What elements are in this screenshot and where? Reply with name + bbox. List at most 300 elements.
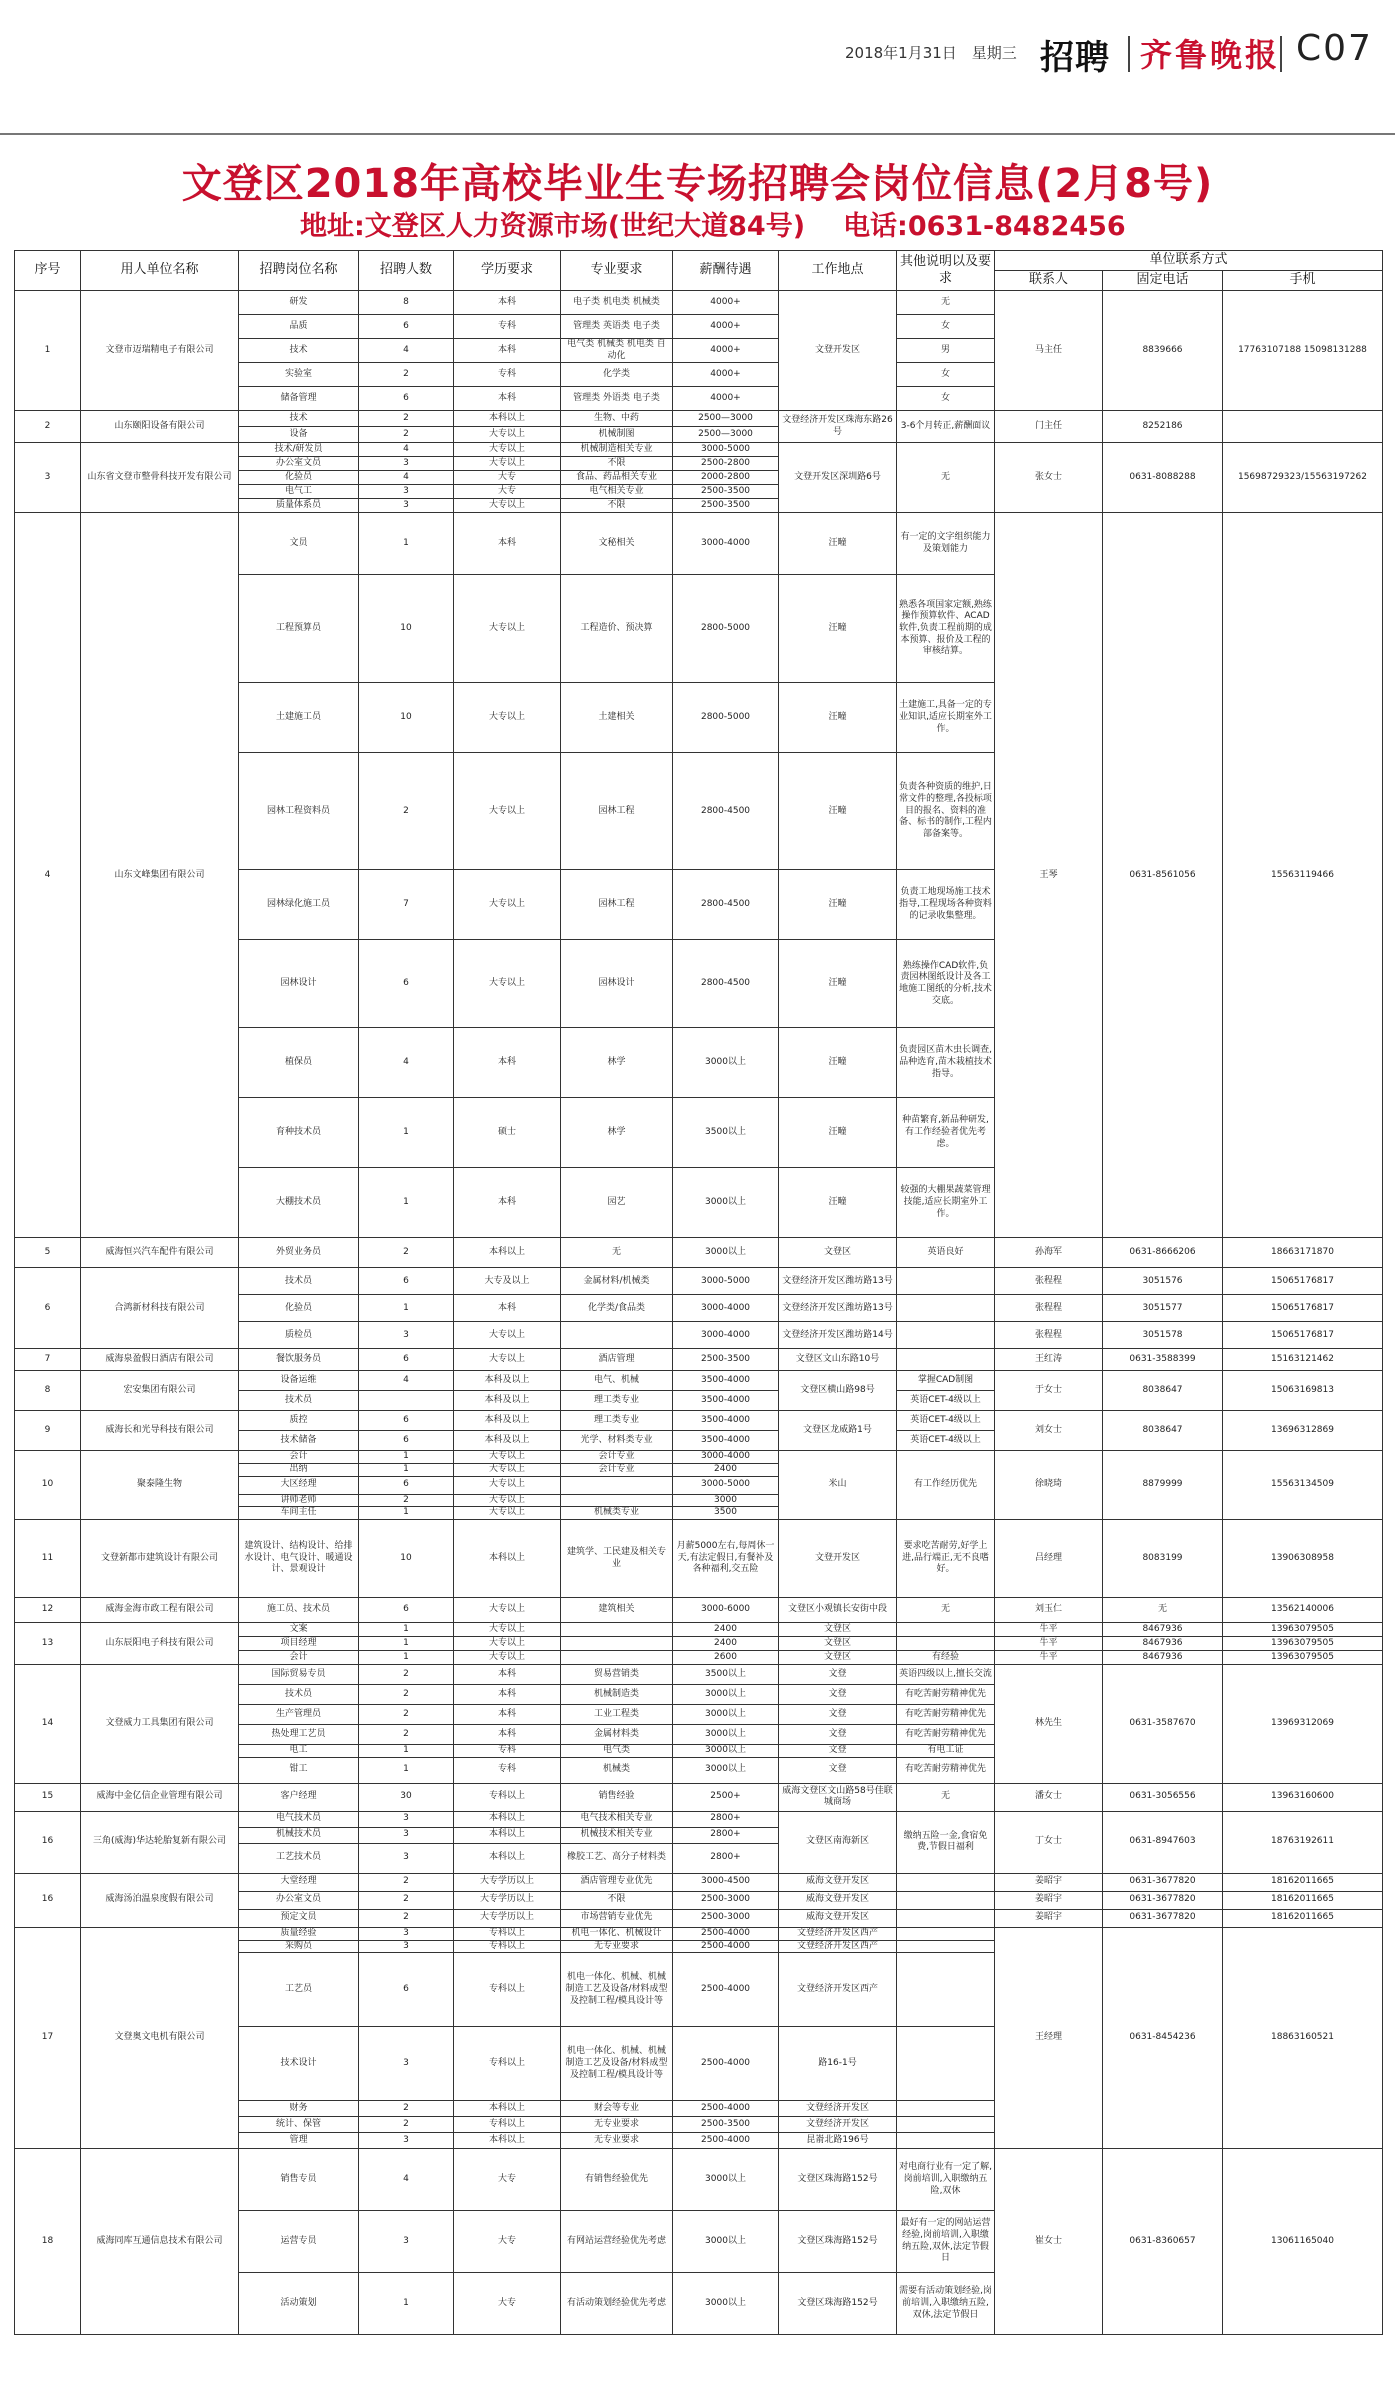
work-location: 文登 bbox=[779, 1685, 897, 1705]
major-requirement: 理工类专业 bbox=[561, 1411, 673, 1431]
landline: 8467936 bbox=[1103, 1623, 1223, 1637]
work-location: 文登 bbox=[779, 1757, 897, 1783]
position-name: 技术员 bbox=[239, 1391, 359, 1411]
headcount: 3 bbox=[359, 1927, 454, 1940]
salary: 2500-4000 bbox=[673, 1940, 779, 1953]
row-number: 18 bbox=[15, 2149, 81, 2335]
position-name: 活动策划 bbox=[239, 2273, 359, 2335]
major-requirement: 电气类 机械类 机电类 自动化 bbox=[561, 339, 673, 363]
major-requirement: 建筑学、工民建及相关专业 bbox=[561, 1520, 673, 1598]
work-location: 文登经济开发区西产 bbox=[779, 1940, 897, 1953]
landline: 0631-3677820 bbox=[1103, 1873, 1223, 1891]
salary: 4000+ bbox=[673, 315, 779, 339]
other-requirements: 有吃苦耐劳精神优先 bbox=[897, 1725, 995, 1745]
salary: 3000以上 bbox=[673, 1028, 779, 1098]
major-requirement: 林学 bbox=[561, 1028, 673, 1098]
major-requirement: 财会等专业 bbox=[561, 2101, 673, 2117]
position-name: 化验员 bbox=[239, 471, 359, 485]
education: 大专及以上 bbox=[454, 1268, 561, 1295]
headcount: 6 bbox=[359, 1349, 454, 1371]
salary: 2800+ bbox=[673, 1811, 779, 1827]
work-location: 汪疃 bbox=[779, 940, 897, 1028]
table-row bbox=[15, 1927, 1383, 1940]
contact-person: 林先生 bbox=[995, 1665, 1103, 1784]
contact-person: 于女士 bbox=[995, 1371, 1103, 1411]
headcount: 3 bbox=[359, 1322, 454, 1349]
salary: 3000-4000 bbox=[673, 1295, 779, 1322]
mobile: 15698729323/15563197262 bbox=[1223, 443, 1383, 513]
landline: 3051576 bbox=[1103, 1268, 1223, 1295]
major-requirement: 园艺 bbox=[561, 1168, 673, 1238]
headcount: 10 bbox=[359, 683, 454, 753]
table-row bbox=[15, 1665, 1383, 1685]
work-location: 威海文登区文山路58号佳联城商场 bbox=[779, 1783, 897, 1811]
landline: 8083199 bbox=[1103, 1520, 1223, 1598]
table-row bbox=[15, 2149, 1383, 2211]
position-name: 研发 bbox=[239, 291, 359, 315]
row-number: 17 bbox=[15, 1927, 81, 2148]
company-name: 威海泉盈假日酒店有限公司 bbox=[81, 1349, 239, 1371]
headcount: 1 bbox=[359, 1745, 454, 1758]
headcount bbox=[359, 1391, 454, 1411]
work-location: 文登区珠海路152号 bbox=[779, 2273, 897, 2335]
major-requirement: 有网站运营经验优先考虑 bbox=[561, 2211, 673, 2273]
company-name: 宏安集团有限公司 bbox=[81, 1371, 239, 1411]
major-requirement: 不限 bbox=[561, 457, 673, 471]
salary: 3000以上 bbox=[673, 2211, 779, 2273]
major-requirement: 管理类 外语类 电子类 bbox=[561, 387, 673, 411]
position-name: 工艺员 bbox=[239, 1953, 359, 2027]
work-location: 汪疃 bbox=[779, 513, 897, 575]
major-requirement: 机械制造相关专业 bbox=[561, 443, 673, 457]
major-requirement: 机电一体化、机械设计 bbox=[561, 1927, 673, 1940]
position-name: 园林工程资料员 bbox=[239, 753, 359, 870]
position-name: 技术 bbox=[239, 339, 359, 363]
headcount: 6 bbox=[359, 1598, 454, 1623]
other-requirements bbox=[897, 1891, 995, 1909]
mobile: 13061165040 bbox=[1223, 2149, 1383, 2335]
salary: 3500 bbox=[673, 1507, 779, 1520]
salary: 2800-5000 bbox=[673, 683, 779, 753]
landline: 无 bbox=[1103, 1598, 1223, 1623]
other-requirements: 有一定的文字组织能力及策划能力 bbox=[897, 513, 995, 575]
education: 大专以上 bbox=[454, 870, 561, 940]
contact-person: 刘玉仁 bbox=[995, 1598, 1103, 1623]
row-number: 10 bbox=[15, 1451, 81, 1520]
headcount: 30 bbox=[359, 1783, 454, 1811]
education: 大专以上 bbox=[454, 499, 561, 513]
position-name: 车间主任 bbox=[239, 1507, 359, 1520]
other-requirements: 需要有活动策划经验,岗前培训,入职缴纳五险,双休,法定节假日 bbox=[897, 2273, 995, 2335]
headcount: 1 bbox=[359, 1623, 454, 1637]
table-row bbox=[15, 1873, 1383, 1891]
col-header-contact: 联系人 bbox=[995, 271, 1103, 291]
work-location: 文登区珠海路152号 bbox=[779, 2149, 897, 2211]
contact-person: 王经理 bbox=[995, 1927, 1103, 2148]
position-name: 钳工 bbox=[239, 1757, 359, 1783]
salary: 月薪5000左右,每周休一天,有法定假日,有餐补及各种福利,交五险 bbox=[673, 1520, 779, 1598]
major-requirement: 园林工程 bbox=[561, 870, 673, 940]
education: 本科 bbox=[454, 1685, 561, 1705]
salary: 2500—3000 bbox=[673, 427, 779, 443]
headcount: 1 bbox=[359, 1168, 454, 1238]
landline: 0631-8088288 bbox=[1103, 443, 1223, 513]
salary: 3000-5000 bbox=[673, 1476, 779, 1494]
mobile: 18863160521 bbox=[1223, 1927, 1383, 2148]
section-title: 招聘 bbox=[1040, 38, 1110, 78]
work-location: 文登开发区 bbox=[779, 291, 897, 411]
row-number: 13 bbox=[15, 1623, 81, 1665]
salary: 2800-4500 bbox=[673, 753, 779, 870]
other-requirements bbox=[897, 1953, 995, 2027]
position-name: 财务 bbox=[239, 2101, 359, 2117]
mobile: 13906308958 bbox=[1223, 1520, 1383, 1598]
contact-person: 门主任 bbox=[995, 411, 1103, 443]
work-location: 文登区 bbox=[779, 1238, 897, 1268]
other-requirements: 熟悉各项国家定额,熟练操作预算软件、ACAD软件,负责工程前期的成本预算、报价及工程的审核结算。 bbox=[897, 575, 995, 683]
headcount: 1 bbox=[359, 1637, 454, 1651]
landline: 0631-8561056 bbox=[1103, 513, 1223, 1238]
landline: 8252186 bbox=[1103, 411, 1223, 443]
other-requirements: 有吃苦耐劳精神优先 bbox=[897, 1685, 995, 1705]
company-name: 聚泰隆生物 bbox=[81, 1451, 239, 1520]
table-row bbox=[15, 443, 1383, 457]
work-location: 文登经济开发区潍坊路13号 bbox=[779, 1268, 897, 1295]
position-name: 品质 bbox=[239, 315, 359, 339]
major-requirement: 机械类专业 bbox=[561, 1507, 673, 1520]
headcount: 6 bbox=[359, 940, 454, 1028]
work-location: 文登经济开发区西产 bbox=[779, 1953, 897, 2027]
major-requirement: 机电一体化、机械、机械制造工艺及设备/材料成型及控制工程/模具设计等 bbox=[561, 1953, 673, 2027]
page-header bbox=[0, 0, 1395, 88]
position-name: 热处理工艺员 bbox=[239, 1725, 359, 1745]
salary: 3000-5000 bbox=[673, 1268, 779, 1295]
contact-person: 牛平 bbox=[995, 1637, 1103, 1651]
col-header-education: 学历要求 bbox=[454, 251, 561, 291]
salary: 2500-4000 bbox=[673, 2027, 779, 2101]
education: 本科 bbox=[454, 1665, 561, 1685]
other-requirements bbox=[897, 1940, 995, 1953]
major-requirement: 机械制造类 bbox=[561, 1685, 673, 1705]
salary: 4000+ bbox=[673, 339, 779, 363]
work-location: 文登区龙威路1号 bbox=[779, 1411, 897, 1451]
headcount: 1 bbox=[359, 1507, 454, 1520]
salary: 2500-3000 bbox=[673, 1909, 779, 1927]
work-location: 文登区 bbox=[779, 1651, 897, 1665]
table-row bbox=[15, 1811, 1383, 1827]
education: 大专以上 bbox=[454, 1637, 561, 1651]
salary: 2500-3500 bbox=[673, 1349, 779, 1371]
landline: 0631-8666206 bbox=[1103, 1238, 1223, 1268]
major-requirement: 化学类 bbox=[561, 363, 673, 387]
other-requirements bbox=[897, 1909, 995, 1927]
education: 大专学历以上 bbox=[454, 1873, 561, 1891]
landline: 0631-3587670 bbox=[1103, 1665, 1223, 1784]
work-location: 文登经济开发区潍坊路13号 bbox=[779, 1295, 897, 1322]
mobile: 18162011665 bbox=[1223, 1873, 1383, 1891]
position-name: 技术 bbox=[239, 411, 359, 427]
table-row bbox=[15, 1411, 1383, 1431]
position-name: 出纳 bbox=[239, 1464, 359, 1477]
headcount: 2 bbox=[359, 2101, 454, 2117]
position-name: 外贸业务员 bbox=[239, 1238, 359, 1268]
headcount: 4 bbox=[359, 1028, 454, 1098]
other-requirements: 负责工地现场施工技术指导,工程现场各种资料的记录收集整理。 bbox=[897, 870, 995, 940]
venue-phone: 电话:0631-8482456 bbox=[843, 211, 1126, 242]
other-requirements: 掌握CAD制图 bbox=[897, 1371, 995, 1391]
col-header-position: 招聘岗位名称 bbox=[239, 251, 359, 291]
education: 专科以上 bbox=[454, 1783, 561, 1811]
row-number: 1 bbox=[15, 291, 81, 411]
mobile: 15563119466 bbox=[1223, 513, 1383, 1238]
education: 本科 bbox=[454, 1295, 561, 1322]
headcount: 1 bbox=[359, 1464, 454, 1477]
other-requirements: 有吃苦耐劳精神优先 bbox=[897, 1757, 995, 1783]
major-requirement: 贸易营销类 bbox=[561, 1665, 673, 1685]
salary: 2500-4000 bbox=[673, 2101, 779, 2117]
position-name: 办公室文员 bbox=[239, 1891, 359, 1909]
position-name: 土建施工员 bbox=[239, 683, 359, 753]
headcount: 3 bbox=[359, 2211, 454, 2273]
education: 本科及以上 bbox=[454, 1431, 561, 1451]
table-row bbox=[15, 411, 1383, 427]
salary: 2400 bbox=[673, 1637, 779, 1651]
position-name: 园林设计 bbox=[239, 940, 359, 1028]
salary: 2500-3500 bbox=[673, 485, 779, 499]
education: 专科以上 bbox=[454, 2027, 561, 2101]
major-requirement: 有销售经验优先 bbox=[561, 2149, 673, 2211]
education: 专科 bbox=[454, 315, 561, 339]
headcount: 10 bbox=[359, 575, 454, 683]
position-name: 设备 bbox=[239, 427, 359, 443]
education: 本科以上 bbox=[454, 1827, 561, 1843]
work-location: 威海文登开发区 bbox=[779, 1909, 897, 1927]
education: 大专以上 bbox=[454, 940, 561, 1028]
work-location: 文登经济开发区珠海东路26号 bbox=[779, 411, 897, 443]
other-requirements: 英语CET-4级以上 bbox=[897, 1431, 995, 1451]
work-location: 文登经济开发区西产 bbox=[779, 1927, 897, 1940]
major-requirement: 机械类 bbox=[561, 1757, 673, 1783]
work-location: 文登 bbox=[779, 1665, 897, 1685]
table-row bbox=[15, 1238, 1383, 1268]
other-requirements: 有电工证 bbox=[897, 1745, 995, 1758]
venue-line bbox=[300, 204, 1200, 243]
table-row bbox=[15, 1349, 1383, 1371]
company-name: 山东辰阳电子科技有限公司 bbox=[81, 1623, 239, 1665]
major-requirement: 不限 bbox=[561, 1891, 673, 1909]
position-name: 会计 bbox=[239, 1451, 359, 1464]
table-row bbox=[15, 513, 1383, 575]
row-number: 3 bbox=[15, 443, 81, 513]
contact-person: 马主任 bbox=[995, 291, 1103, 411]
row-number: 12 bbox=[15, 1598, 81, 1623]
education: 大专以上 bbox=[454, 1623, 561, 1637]
venue-address: 地址:文登区人力资源市场(世纪大道84号) bbox=[300, 211, 806, 242]
headcount: 2 bbox=[359, 1665, 454, 1685]
education: 本科 bbox=[454, 1028, 561, 1098]
salary: 2400 bbox=[673, 1464, 779, 1477]
position-name: 大区经理 bbox=[239, 1476, 359, 1494]
position-name: 会计 bbox=[239, 1651, 359, 1665]
mobile: 13969312069 bbox=[1223, 1665, 1383, 1784]
table-row bbox=[15, 1451, 1383, 1464]
position-name: 技术/研发员 bbox=[239, 443, 359, 457]
salary: 3000以上 bbox=[673, 1725, 779, 1745]
mobile: 13696312869 bbox=[1223, 1411, 1383, 1451]
position-name: 储备管理 bbox=[239, 387, 359, 411]
education: 大专以上 bbox=[454, 1464, 561, 1477]
work-location: 米山 bbox=[779, 1451, 897, 1520]
major-requirement: 工程造价、预决算 bbox=[561, 575, 673, 683]
company-name: 山东文峰集团有限公司 bbox=[81, 513, 239, 1238]
major-requirement: 理工类专业 bbox=[561, 1391, 673, 1411]
salary: 3500以上 bbox=[673, 1665, 779, 1685]
headcount: 2 bbox=[359, 753, 454, 870]
other-requirements: 缴纳五险一金,食宿免费,节假日福利 bbox=[897, 1811, 995, 1873]
company-name: 文登奥文电机有限公司 bbox=[81, 1927, 239, 2148]
headcount: 2 bbox=[359, 1909, 454, 1927]
other-requirements: 女 bbox=[897, 387, 995, 411]
work-location: 文登 bbox=[779, 1725, 897, 1745]
headcount: 3 bbox=[359, 485, 454, 499]
contact-person: 丁女士 bbox=[995, 1811, 1103, 1873]
headcount: 1 bbox=[359, 1098, 454, 1168]
work-location: 文登经济开发区 bbox=[779, 2117, 897, 2133]
header-divider bbox=[1128, 36, 1130, 72]
col-header-count: 招聘人数 bbox=[359, 251, 454, 291]
landline: 0631-8947603 bbox=[1103, 1811, 1223, 1873]
salary: 2500—3000 bbox=[673, 411, 779, 427]
major-requirement: 电气类 bbox=[561, 1745, 673, 1758]
other-requirements bbox=[897, 1623, 995, 1637]
contact-person: 牛平 bbox=[995, 1651, 1103, 1665]
headcount: 1 bbox=[359, 1295, 454, 1322]
education: 大专学历以上 bbox=[454, 1909, 561, 1927]
education: 本科 bbox=[454, 1168, 561, 1238]
headcount: 2 bbox=[359, 1494, 454, 1507]
col-header-no: 序号 bbox=[15, 251, 81, 291]
position-name: 化验员 bbox=[239, 1295, 359, 1322]
table-row bbox=[15, 1371, 1383, 1391]
position-name: 电气技术员 bbox=[239, 1811, 359, 1827]
salary: 2800-4500 bbox=[673, 940, 779, 1028]
work-location: 文登区文山东路10号 bbox=[779, 1349, 897, 1371]
education: 大专以上 bbox=[454, 1494, 561, 1507]
education: 本科 bbox=[454, 291, 561, 315]
table-row bbox=[15, 1623, 1383, 1637]
education: 专科 bbox=[454, 1745, 561, 1758]
education: 大专以上 bbox=[454, 683, 561, 753]
work-location: 文登经济开发区 bbox=[779, 2101, 897, 2117]
landline: 0631-3056556 bbox=[1103, 1783, 1223, 1811]
education: 大专以上 bbox=[454, 457, 561, 471]
position-name: 采购员 bbox=[239, 1940, 359, 1953]
headcount: 2 bbox=[359, 1725, 454, 1745]
headcount: 2 bbox=[359, 427, 454, 443]
work-location: 汪疃 bbox=[779, 1168, 897, 1238]
col-header-contact-group: 单位联系方式 bbox=[995, 251, 1383, 271]
company-name: 威海同库互通信息技术有限公司 bbox=[81, 2149, 239, 2335]
col-header-other: 其他说明以及要求 bbox=[897, 251, 995, 291]
position-name: 实验室 bbox=[239, 363, 359, 387]
table-row bbox=[15, 291, 1383, 315]
headcount: 2 bbox=[359, 1873, 454, 1891]
position-name: 电工 bbox=[239, 1745, 359, 1758]
salary: 2800-4500 bbox=[673, 870, 779, 940]
headcount: 3 bbox=[359, 2027, 454, 2101]
salary: 2500-4000 bbox=[673, 1927, 779, 1940]
other-requirements: 英语四级以上,擅长交流 bbox=[897, 1665, 995, 1685]
col-header-company: 用人单位名称 bbox=[81, 251, 239, 291]
position-name: 运营专员 bbox=[239, 2211, 359, 2273]
jobs-table-body bbox=[15, 291, 1383, 2335]
education: 本科以上 bbox=[454, 1843, 561, 1873]
work-location: 文登区小观镇长安街中段 bbox=[779, 1598, 897, 1623]
major-requirement: 光学、材料类专业 bbox=[561, 1431, 673, 1451]
headcount: 4 bbox=[359, 2149, 454, 2211]
col-header-major: 专业要求 bbox=[561, 251, 673, 291]
headcount: 2 bbox=[359, 1238, 454, 1268]
salary: 3000以上 bbox=[673, 1757, 779, 1783]
other-requirements bbox=[897, 2027, 995, 2101]
landline: 3051578 bbox=[1103, 1322, 1223, 1349]
contact-person: 姜昭宇 bbox=[995, 1891, 1103, 1909]
position-name: 技术设计 bbox=[239, 2027, 359, 2101]
salary: 2800-5000 bbox=[673, 575, 779, 683]
salary: 3000-6000 bbox=[673, 1598, 779, 1623]
education: 专科以上 bbox=[454, 1940, 561, 1953]
headcount: 1 bbox=[359, 1451, 454, 1464]
mobile: 15063169813 bbox=[1223, 1371, 1383, 1411]
salary: 4000+ bbox=[673, 363, 779, 387]
education: 专科以上 bbox=[454, 1953, 561, 2027]
header-rule bbox=[0, 133, 1395, 135]
position-name: 电气工 bbox=[239, 485, 359, 499]
company-name: 山东省文登市整骨科技开发有限公司 bbox=[81, 443, 239, 513]
mobile: 17763107188 15098131288 bbox=[1223, 291, 1383, 411]
headcount: 4 bbox=[359, 339, 454, 363]
mobile: 18162011665 bbox=[1223, 1909, 1383, 1927]
row-number: 7 bbox=[15, 1349, 81, 1371]
position-name: 销售专员 bbox=[239, 2149, 359, 2211]
salary: 3500-4000 bbox=[673, 1431, 779, 1451]
education: 硕士 bbox=[454, 1098, 561, 1168]
company-name: 合鸿新材科技有限公司 bbox=[81, 1268, 239, 1349]
headcount: 4 bbox=[359, 1371, 454, 1391]
position-name: 机械技术员 bbox=[239, 1827, 359, 1843]
other-requirements: 负责园区苗木虫长调查,品种选育,苗木栽植技术指导。 bbox=[897, 1028, 995, 1098]
contact-person: 王红涛 bbox=[995, 1349, 1103, 1371]
other-requirements bbox=[897, 1873, 995, 1891]
work-location: 文登开发区深圳路6号 bbox=[779, 443, 897, 513]
position-name: 技术员 bbox=[239, 1268, 359, 1295]
salary: 2500+ bbox=[673, 1783, 779, 1811]
table-row bbox=[15, 1783, 1383, 1811]
company-name: 威海中金亿信企业管理有限公司 bbox=[81, 1783, 239, 1811]
position-name: 设备运维 bbox=[239, 1371, 359, 1391]
headcount: 3 bbox=[359, 1811, 454, 1827]
major-requirement: 建筑相关 bbox=[561, 1598, 673, 1623]
major-requirement: 机电一体化、机械、机械制造工艺及设备/材料成型及控制工程/模具设计等 bbox=[561, 2027, 673, 2101]
major-requirement: 有活动策划经验优先考虑 bbox=[561, 2273, 673, 2335]
major-requirement bbox=[561, 1322, 673, 1349]
position-name: 预定文员 bbox=[239, 1909, 359, 1927]
other-requirements: 女 bbox=[897, 315, 995, 339]
mobile: 13562140006 bbox=[1223, 1598, 1383, 1623]
major-requirement: 电气相关专业 bbox=[561, 485, 673, 499]
landline: 8839666 bbox=[1103, 291, 1223, 411]
position-name: 生产管理员 bbox=[239, 1705, 359, 1725]
